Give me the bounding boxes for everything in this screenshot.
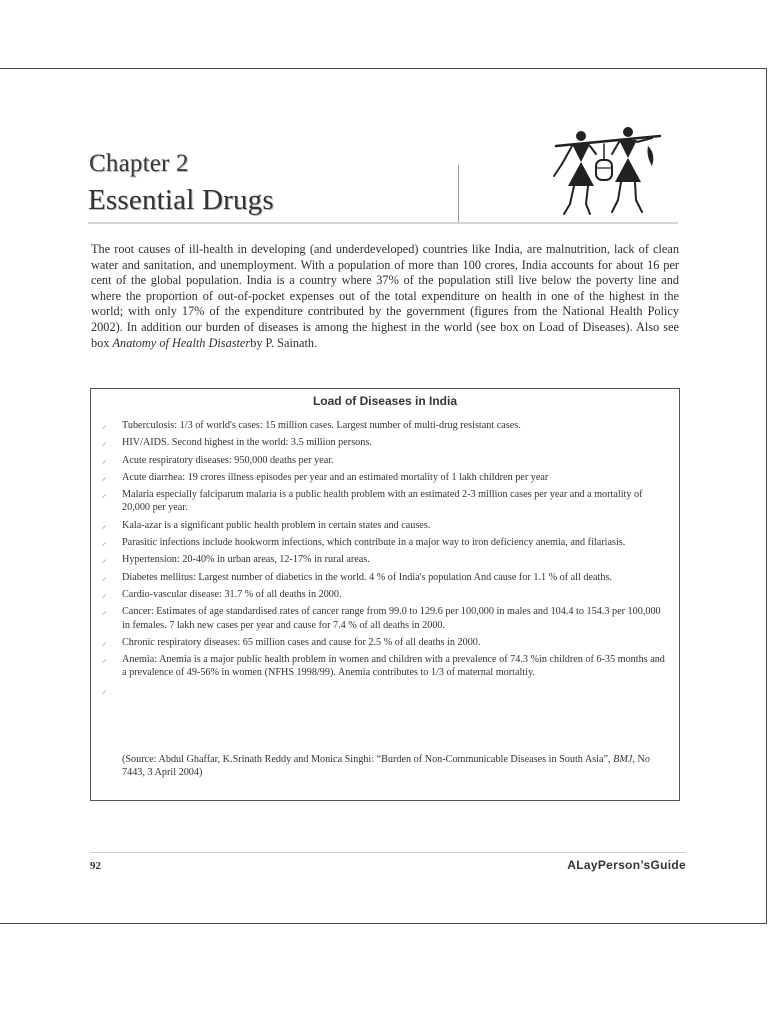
list-item [91, 488, 679, 515]
list-item [91, 588, 679, 601]
bullet-icon: ⸝ [102, 684, 107, 695]
list-item [91, 536, 679, 549]
list-item [91, 471, 679, 484]
bullet-icon: ⸝ [102, 588, 107, 599]
running-footer-title: ALayPerson’sGuide [567, 858, 686, 872]
bullet-icon: ⸝ [102, 571, 107, 582]
bullet-icon: ⸝ [102, 489, 107, 500]
list-item-text: Tuberculosis: 1/3 of world's cases: 15 million cases. Largest number of multi-drug resistant cases. [122, 420, 521, 431]
list-item [91, 454, 679, 467]
list-item [91, 653, 679, 680]
list-item-text: Kala-azar is a significant public health problem in certain states and causes. [122, 519, 431, 531]
list-item-text: Hypertension: 20-40% in urban areas, 12-17% in rural areas. [122, 554, 370, 566]
list-item [91, 605, 679, 632]
list-item-text: Cancer: Estimates of age standardised rates of cancer range from 99.0 to 129.6 per 100,000 in males and 104.4 to 154.3 per 100,000 in females. 7 lakh new cases per year and cause for 7.4 % of all deaths in 2000. [122, 606, 661, 631]
bullet-icon: ⸝ [102, 471, 107, 482]
intro-text-end: by P. Sainath. [250, 335, 318, 350]
bullet-icon: ⸝ [102, 454, 107, 465]
bullet-icon: ⸝ [102, 519, 107, 530]
intro-text: The root causes of ill-health in developing (and underdeveloped) countries like India, are malnutrition, lack of clean water and sanitation, and unemployment. With a population of more than 100 crores, India accounts for about 16 per cent of the global population. India is a country where 37% of the population still live below the poverty line and where the proportion of out-of-pocket expenses out of the total expenditure on health in one of the highest in the world; with only 17% of the expenditure contributed by the government (figures from the National Health Policy 2002). In addition our burden of diseases is among the highest in the world (see box on Load of Diseases). Also see box [91, 242, 679, 350]
list-item-text: Anemia: Anemia is a major public health problem in women and children with a prevalence of 74.3 %in children of 6-35 months and a prevalence of 49-56% in women (NFHS 1998/99). Anemia contributes to 1/3 of maternal mortaltiy. [122, 654, 665, 679]
list-item-text: Parasitic infections include hookworm infections, which contribute in a major way to iron deficiency anemia, and filariasis. [122, 537, 626, 549]
list-item-text: Acute respiratory diseases: 950,000 deaths per year. [122, 454, 334, 466]
bullet-icon: ⸝ [102, 554, 107, 565]
bullet-icon: ⸝ [102, 654, 107, 665]
list-item [91, 419, 679, 432]
list-item-text: Cardio-vascular disease: 31.7 % of all deaths in 2000. [122, 588, 342, 600]
page-number: 92 [90, 860, 101, 872]
chapter-label: Chapter 2 [89, 150, 189, 177]
bullet-icon: ⸝ [102, 636, 107, 647]
bullet-icon: ⸝ [102, 606, 107, 617]
list-item-text: Diabetes mellitus: Largest number of diabetics in the world. 4 % of India's population And cause for 1.1 % of all deaths. [122, 571, 612, 583]
list-item [91, 684, 679, 697]
footer-rule [90, 852, 686, 853]
box-title: Load of Diseases in India [312, 394, 458, 408]
disease-list [91, 419, 679, 701]
list-item [91, 636, 679, 649]
intro-italic-reference: Anatomy of Health Disaster [112, 335, 251, 350]
list-item [91, 519, 679, 532]
source-citation [122, 753, 668, 780]
load-of-diseases-box [90, 388, 680, 801]
list-item-text: Malaria especially falciparum malaria is a public health problem with an estimated 2-3 million cases per year and a mortality of 20,000 per year. [122, 489, 643, 514]
bullet-icon: ⸝ [102, 420, 107, 430]
title-divider-vertical [458, 165, 459, 222]
list-item [91, 553, 679, 566]
bullet-icon: ⸝ [102, 437, 107, 448]
title-divider-horizontal [88, 222, 678, 224]
warli-figures-icon [548, 124, 668, 220]
bullet-icon: ⸝ [102, 537, 107, 548]
list-item [91, 571, 679, 584]
chapter-title: Essential Drugs [88, 184, 274, 216]
list-item-text: HIV/AIDS. Second highest in the world: 3.5 million persons. [122, 437, 372, 449]
list-item [91, 436, 679, 449]
source-journal: BMJ [613, 754, 633, 765]
list-item-text: Acute diarrhea: 19 crores illness episodes per year and an estimated mortality of 1 lakh children per year [122, 471, 549, 483]
list-item-text: Chronic respiratory diseases: 65 million cases and cause for 2.5 % of all deaths in 2000. [122, 636, 481, 648]
source-text-end: , No 7443, 3 April 2004) [122, 754, 650, 779]
intro-paragraph [91, 242, 679, 351]
source-text: (Source: Abdul Ghaffar, K.Srinath Reddy and Monica Singhi: “Burden of Non-Communicable Diseases in South Asia”, [122, 754, 614, 765]
